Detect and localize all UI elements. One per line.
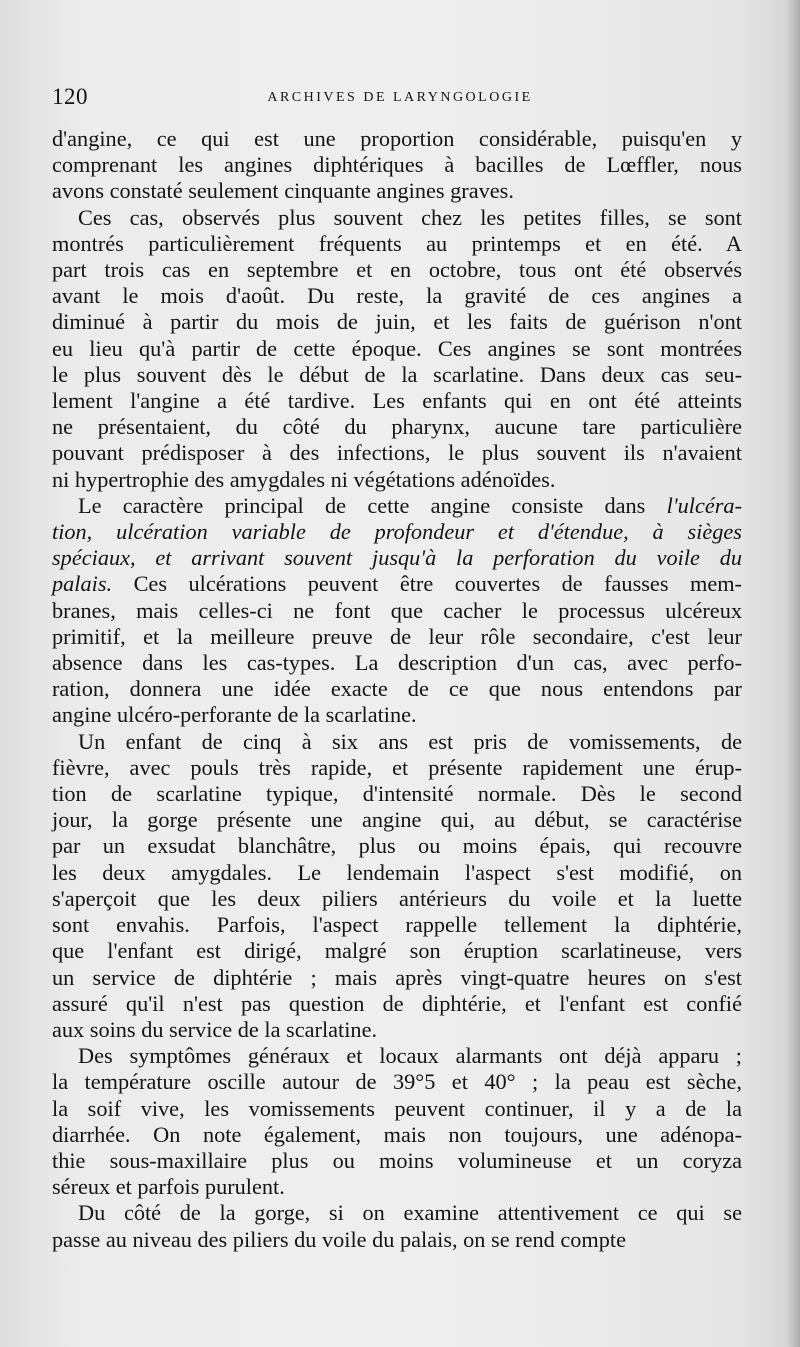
text-line: tion de scarlatine typique, d'intensité normale. Dès le second bbox=[52, 781, 742, 807]
text-line: par un exsudat blanchâtre, plus ou moins épais, qui recouvre bbox=[52, 833, 742, 859]
text-line: angine ulcéro-perforante de la scarlatine. bbox=[52, 702, 417, 728]
paragraph bbox=[52, 126, 742, 205]
text-line: que l'enfant est dirigé, malgré son éruption scarlatineuse, vers bbox=[52, 938, 742, 964]
text-line: ne présentaient, du côté du pharynx, aucune tare particulière bbox=[52, 414, 742, 440]
paragraph bbox=[52, 493, 742, 729]
text-line: passe au niveau des piliers du voile du palais, on se rend compte bbox=[52, 1226, 626, 1252]
text-line: avant le mois d'août. Du reste, la gravité de ces angines a bbox=[52, 283, 742, 309]
text-line: jour, la gorge présente une angine qui, au début, se caractérise bbox=[52, 807, 742, 833]
text-line: Ces cas, observés plus souvent chez les petites filles, se sont bbox=[78, 204, 742, 230]
text-line: le plus souvent dès le début de la scarlatine. Dans deux cas seu- bbox=[52, 361, 742, 387]
text-line: ni hypertrophie des amygdales ni végétations adénoïdes. bbox=[52, 466, 556, 492]
paragraph bbox=[52, 1200, 742, 1252]
page-header bbox=[52, 84, 748, 120]
text-line: part trois cas en septembre et en octobre, tous ont été observés bbox=[52, 257, 742, 283]
text-line: Un enfant de cinq à six ans est pris de vomissements, de bbox=[78, 728, 742, 754]
text-line: tion, ulcération variable de profondeur et d'étendue, à sièges bbox=[52, 519, 742, 545]
text-line: Le caractère principal de cette angine consiste dans l'ulcéra- bbox=[78, 492, 742, 518]
page-number: 120 bbox=[52, 84, 88, 109]
text-line: Des symptômes généraux et locaux alarmants ont déjà apparu ; bbox=[78, 1043, 742, 1069]
text-line: diminué à partir du mois de juin, et les faits de guérison n'ont bbox=[52, 309, 742, 335]
text-line: montrés particulièrement fréquents au printemps et en été. A bbox=[52, 230, 742, 256]
text-line: palais. Ces ulcérations peuvent être couvertes de fausses mem- bbox=[52, 571, 742, 597]
paragraph bbox=[52, 729, 742, 1043]
text-line: la température oscille autour de 39°5 et 40° ; la peau est sèche, bbox=[52, 1069, 742, 1095]
text-line: pouvant prédisposer à des infections, le plus souvent ils n'avaient bbox=[52, 440, 742, 466]
text-line: s'aperçoit que les deux piliers antérieurs du voile et la luette bbox=[52, 885, 742, 911]
text-line: branes, mais celles-ci ne font que cacher le processus ulcéreux bbox=[52, 597, 742, 623]
text-line: la soif vive, les vomissements peuvent continuer, il y a de la bbox=[52, 1095, 742, 1121]
text-line: ration, donnera une idée exacte de ce que nous entendons par bbox=[52, 676, 742, 702]
text-line: aux soins du service de la scarlatine. bbox=[52, 1016, 378, 1042]
paragraph bbox=[52, 205, 742, 493]
text-line: spéciaux, et arrivant souvent jusqu'à la perforation du voile du bbox=[52, 545, 742, 571]
text-line: fièvre, avec pouls très rapide, et présente rapidement une érup- bbox=[52, 754, 742, 780]
text-line: les deux amygdales. Le lendemain l'aspect s'est modifié, on bbox=[52, 859, 742, 885]
paragraph bbox=[52, 1043, 742, 1200]
text-line: thie sous-maxillaire plus ou moins volumineuse et un coryza bbox=[52, 1147, 742, 1173]
text-line: primitif, et la meilleure preuve de leur rôle secondaire, c'est leur bbox=[52, 623, 742, 649]
text-line: eu lieu qu'à partir de cette époque. Ces angines se sont montrées bbox=[52, 335, 742, 361]
body-text bbox=[52, 126, 742, 1253]
text-line: séreux et parfois purulent. bbox=[52, 1174, 285, 1200]
text-line: Du côté de la gorge, si on examine attentivement ce qui se bbox=[78, 1200, 742, 1226]
running-head: ARCHIVES DE LARYNGOLOGIE bbox=[267, 90, 533, 105]
text-line: lement l'angine a été tardive. Les enfants qui en ont été atteints bbox=[52, 388, 742, 414]
text-line: assuré qu'il n'est pas question de diphtérie, et l'enfant est confié bbox=[52, 990, 742, 1016]
text-line: absence dans les cas-types. La description d'un cas, avec perfo- bbox=[52, 650, 742, 676]
text-line: diarrhée. On note également, mais non toujours, une adénopa- bbox=[52, 1121, 742, 1147]
text-line: d'angine, ce qui est une proportion considérable, puisqu'en y bbox=[52, 126, 742, 151]
text-line: comprenant les angines diphtériques à bacilles de Lœffler, nous bbox=[52, 152, 742, 178]
text-line: sont envahis. Parfois, l'aspect rappelle tellement la diphtérie, bbox=[52, 912, 742, 938]
text-line: un service de diphtérie ; mais après vingt-quatre heures on s'est bbox=[52, 964, 742, 990]
text-line: avons constaté seulement cinquante angines graves. bbox=[52, 178, 514, 204]
